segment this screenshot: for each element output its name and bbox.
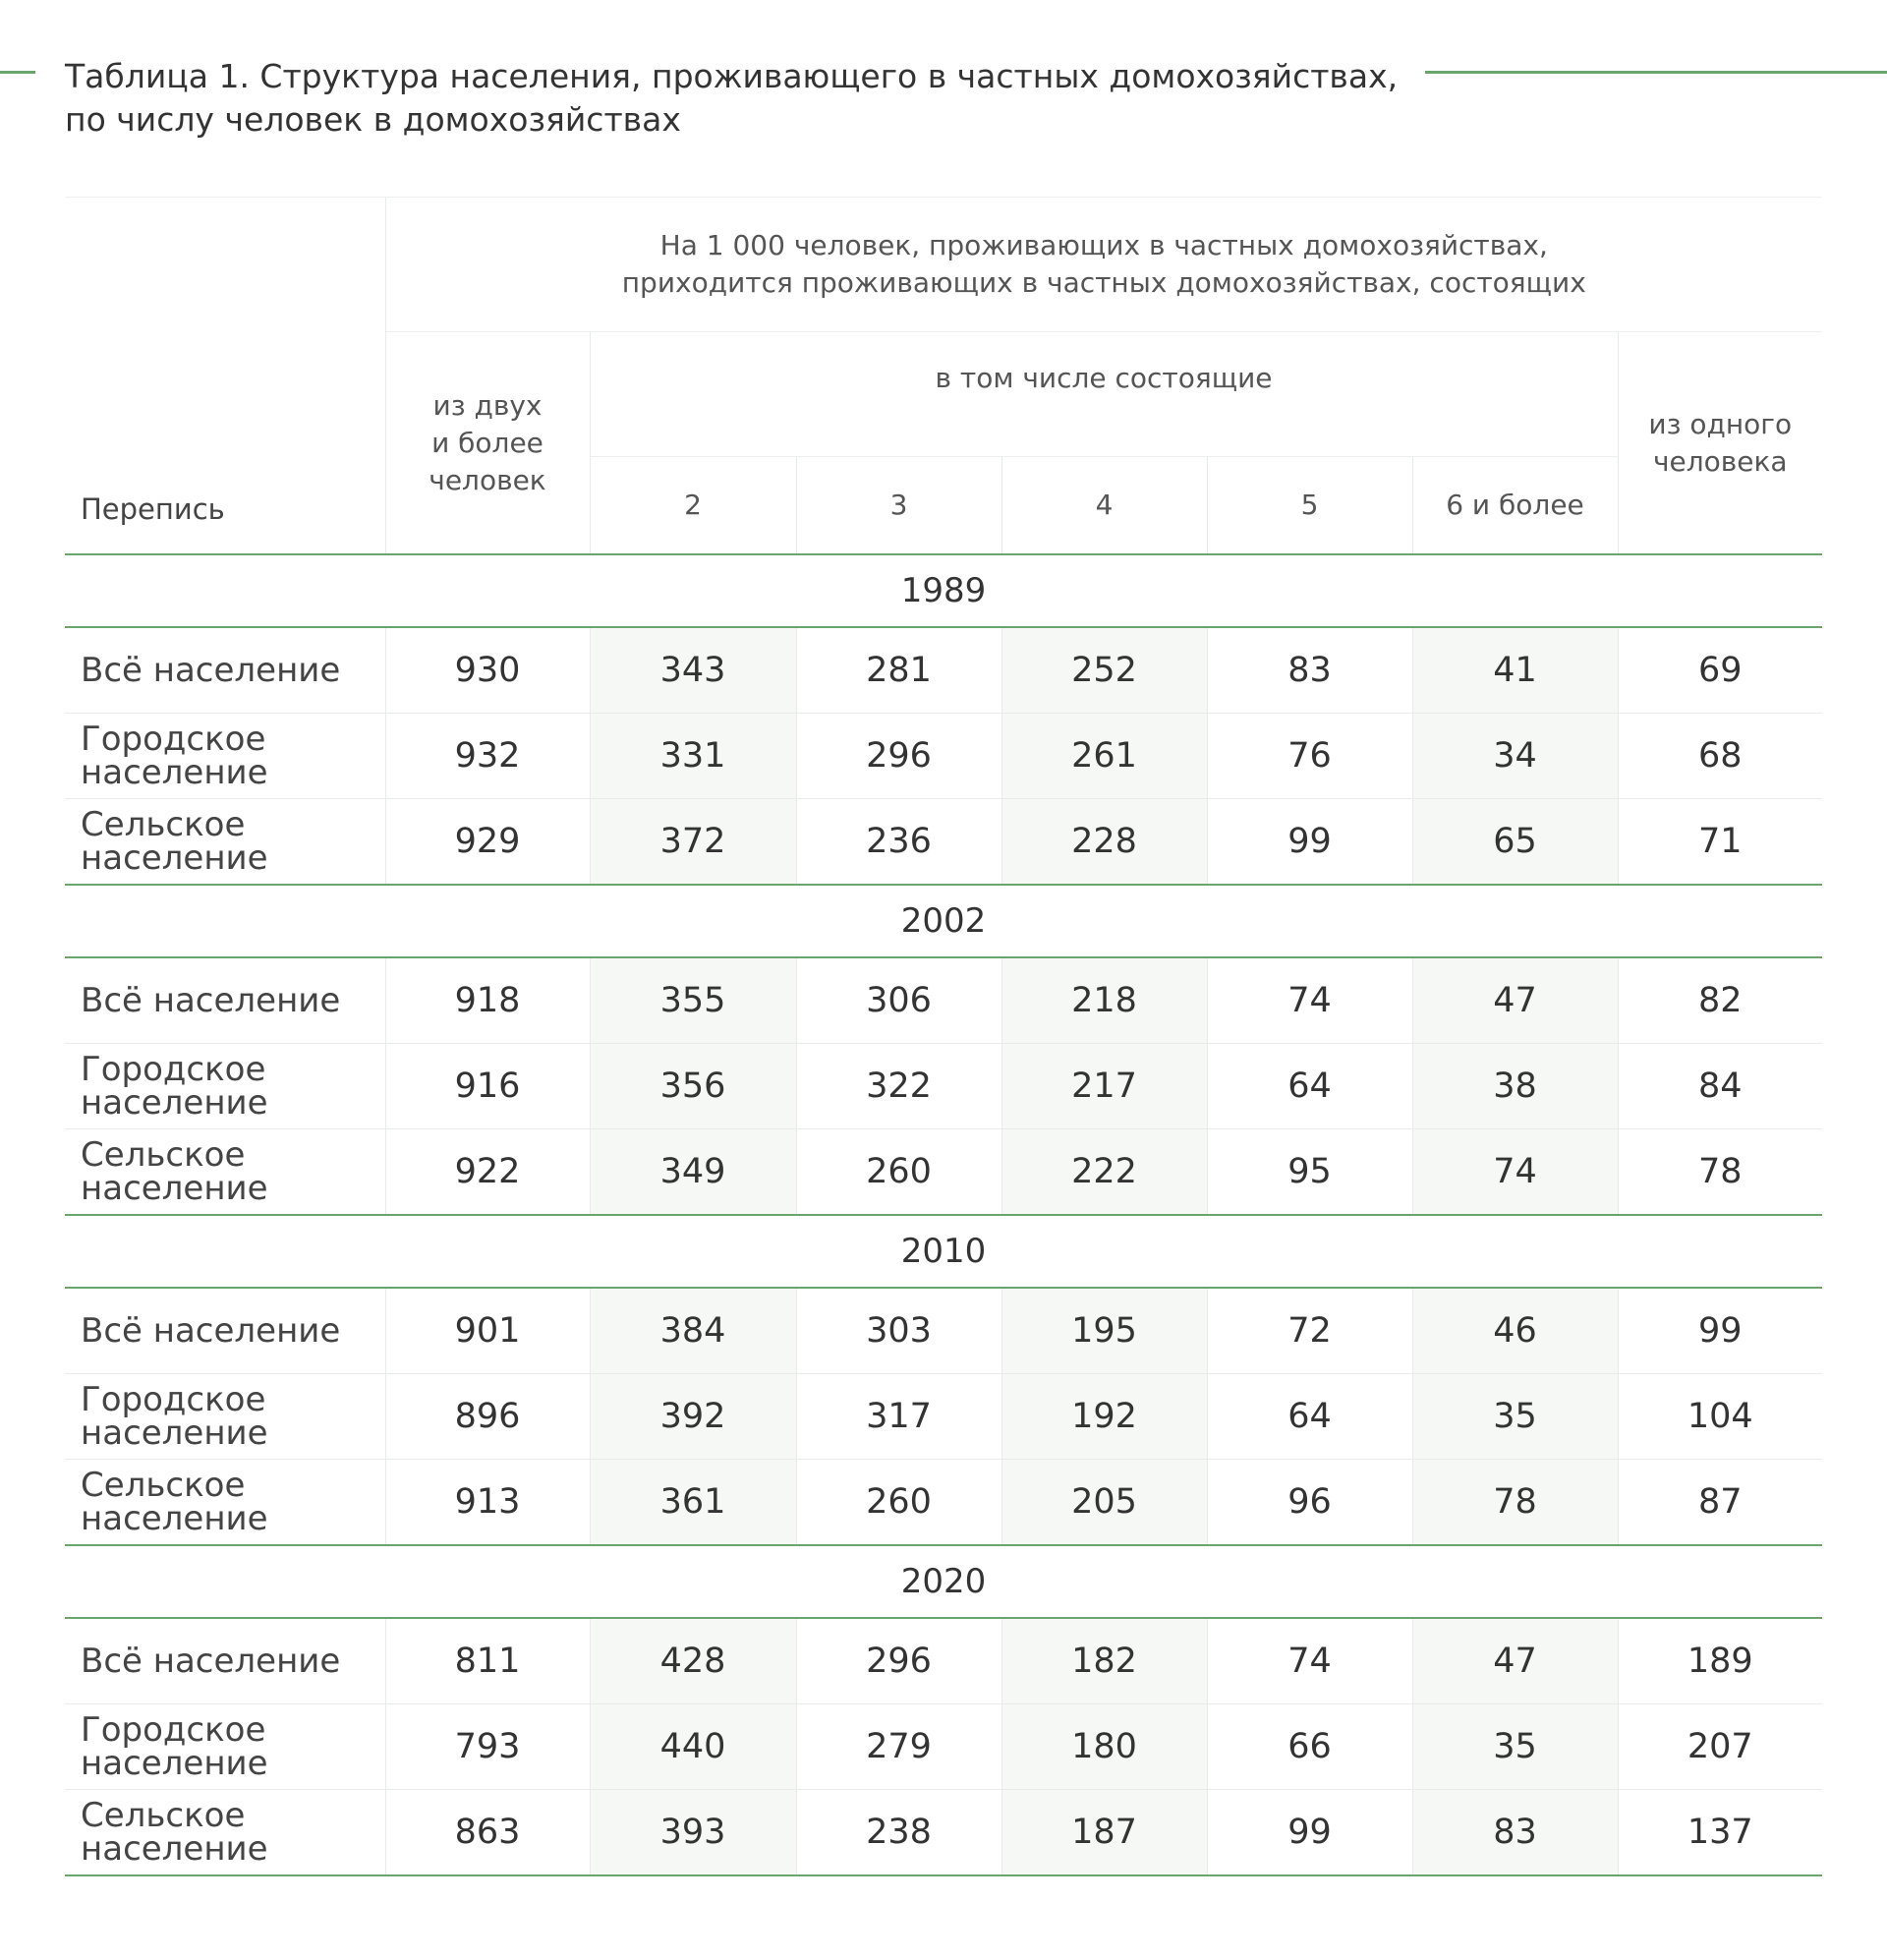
table-cell: 47 [1412, 1618, 1618, 1704]
table-cell: 393 [590, 1790, 796, 1876]
column-header-one-person-line-2: человека [1652, 444, 1788, 478]
table-cell: 260 [796, 1460, 1001, 1546]
table-cell: 76 [1207, 714, 1412, 799]
table-cell: 322 [796, 1044, 1001, 1129]
table-cell: 64 [1207, 1374, 1412, 1460]
row-label [65, 799, 385, 886]
table-cell: 440 [590, 1704, 796, 1790]
table-cell: 349 [590, 1129, 796, 1216]
year-row [65, 1215, 1822, 1288]
table-cell: 66 [1207, 1704, 1412, 1790]
column-header-size-4: 4 [1001, 457, 1207, 555]
table-cell: 104 [1618, 1374, 1822, 1460]
table-cell: 811 [385, 1618, 590, 1704]
table-header [65, 198, 1822, 555]
table-cell: 99 [1207, 799, 1412, 886]
decorative-rule-left [0, 71, 35, 74]
row-label-line-2: население [81, 753, 268, 792]
row-label-line-1: Всё население [81, 981, 341, 1020]
table-cell: 82 [1618, 957, 1822, 1044]
table-row [65, 799, 1822, 886]
column-header-size-3: 3 [796, 457, 1001, 555]
table-cell: 38 [1412, 1044, 1618, 1129]
row-label-line-2: население [81, 1083, 268, 1123]
table-cell: 47 [1412, 957, 1618, 1044]
column-header-two-or-more-line-3: человек [429, 463, 546, 496]
table-row [65, 714, 1822, 799]
year-row [65, 554, 1822, 627]
row-label [65, 1129, 385, 1216]
row-label [65, 627, 385, 714]
table-cell: 252 [1001, 627, 1207, 714]
row-label-line-1: Всё население [81, 1311, 341, 1351]
row-label-line-1: Городское [81, 1710, 266, 1750]
column-header-per-1000-line-1: На 1 000 человек, проживающих в частных домохозяйствах, [659, 229, 1548, 261]
table-cell: 343 [590, 627, 796, 714]
row-label-line-1: Сельское [81, 805, 246, 844]
table-row [65, 1460, 1822, 1546]
row-label-line-2: население [81, 1829, 268, 1869]
table-cell: 384 [590, 1288, 796, 1374]
table-cell: 930 [385, 627, 590, 714]
column-header-per-1000 [385, 198, 1822, 332]
table-cell: 72 [1207, 1288, 1412, 1374]
table-cell: 71 [1618, 799, 1822, 886]
table-title-line-2: по числу человек в домохозяйствах [65, 100, 681, 139]
table-cell: 392 [590, 1374, 796, 1460]
table-cell: 929 [385, 799, 590, 886]
table-cell: 260 [796, 1129, 1001, 1216]
row-label-line-2: население [81, 838, 268, 878]
table-cell: 195 [1001, 1288, 1207, 1374]
row-label-line-1: Сельское [81, 1466, 246, 1505]
table-cell: 296 [796, 1618, 1001, 1704]
table-cell: 361 [590, 1460, 796, 1546]
table-cell: 137 [1618, 1790, 1822, 1876]
table-cell: 34 [1412, 714, 1618, 799]
table-cell: 863 [385, 1790, 590, 1876]
row-label-line-1: Сельское [81, 1796, 246, 1835]
row-label [65, 1288, 385, 1374]
table-cell: 932 [385, 714, 590, 799]
column-header-one-person [1618, 332, 1822, 555]
table-cell: 317 [796, 1374, 1001, 1460]
table-cell: 35 [1412, 1374, 1618, 1460]
table-cell: 428 [590, 1618, 796, 1704]
table-cell: 65 [1412, 799, 1618, 886]
table-cell: 87 [1618, 1460, 1822, 1546]
population-structure-table [65, 197, 1822, 1876]
row-label-line-1: Всё население [81, 1642, 341, 1681]
table-cell: 46 [1412, 1288, 1618, 1374]
table-cell: 99 [1207, 1790, 1412, 1876]
table-row [65, 1374, 1822, 1460]
row-label-line-2: население [81, 1744, 268, 1783]
table-cell: 261 [1001, 714, 1207, 799]
table-body [65, 554, 1822, 1875]
table-cell: 207 [1618, 1704, 1822, 1790]
column-header-two-or-more-line-2: и более [431, 426, 543, 459]
column-header-one-person-line-1: из одного [1648, 407, 1793, 440]
row-label [65, 1374, 385, 1460]
row-label-line-1: Городское [81, 720, 266, 759]
table-cell: 68 [1618, 714, 1822, 799]
table-cell: 64 [1207, 1044, 1412, 1129]
table-cell: 356 [590, 1044, 796, 1129]
row-label [65, 1704, 385, 1790]
year-row [65, 1545, 1822, 1618]
table-cell: 228 [1001, 799, 1207, 886]
row-label [65, 1790, 385, 1876]
table-cell: 218 [1001, 957, 1207, 1044]
table-cell: 182 [1001, 1618, 1207, 1704]
row-label-line-1: Городское [81, 1050, 266, 1089]
table-cell: 69 [1618, 627, 1822, 714]
table-cell: 41 [1412, 627, 1618, 714]
row-label [65, 1044, 385, 1129]
table-cell: 922 [385, 1129, 590, 1216]
table-row [65, 1129, 1822, 1216]
row-label-line-2: население [81, 1413, 268, 1453]
table-cell: 84 [1618, 1044, 1822, 1129]
table-cell: 222 [1001, 1129, 1207, 1216]
table-cell: 793 [385, 1704, 590, 1790]
row-label-line-2: население [81, 1499, 268, 1538]
table-cell: 355 [590, 957, 796, 1044]
row-label-line-2: население [81, 1169, 268, 1208]
column-header-two-or-more-line-1: из двух [432, 388, 543, 422]
table-cell: 96 [1207, 1460, 1412, 1546]
column-header-size-6-plus: 6 и более [1412, 457, 1618, 555]
table-cell: 187 [1001, 1790, 1207, 1876]
table-cell: 901 [385, 1288, 590, 1374]
table-cell: 916 [385, 1044, 590, 1129]
row-label-line-1: Сельское [81, 1135, 246, 1175]
table-cell: 192 [1001, 1374, 1207, 1460]
table-row [65, 957, 1822, 1044]
table-cell: 74 [1412, 1129, 1618, 1216]
table-cell: 205 [1001, 1460, 1207, 1546]
year-row [65, 885, 1822, 957]
table-cell: 78 [1618, 1129, 1822, 1216]
table-cell: 99 [1618, 1288, 1822, 1374]
table-cell: 918 [385, 957, 590, 1044]
row-label [65, 1460, 385, 1546]
table-cell: 913 [385, 1460, 590, 1546]
table-title-line-1: Таблица 1. Структура населения, проживающего в частных домохозяйствах, [65, 57, 1399, 95]
table-row [65, 1288, 1822, 1374]
table-cell: 281 [796, 627, 1001, 714]
table-row [65, 1044, 1822, 1129]
table-cell: 896 [385, 1374, 590, 1460]
table-row [65, 627, 1822, 714]
row-label [65, 1618, 385, 1704]
table-cell: 236 [796, 799, 1001, 886]
decorative-rule-right [1425, 71, 1887, 74]
census-year: 1989 [65, 554, 1822, 627]
table-cell: 217 [1001, 1044, 1207, 1129]
table-cell: 296 [796, 714, 1001, 799]
row-label-line-1: Всё население [81, 651, 341, 690]
column-header-census: Перепись [65, 198, 385, 555]
table-cell: 180 [1001, 1704, 1207, 1790]
census-year: 2002 [65, 885, 1822, 957]
table-cell: 238 [796, 1790, 1001, 1876]
table-cell: 306 [796, 957, 1001, 1044]
table-title [65, 55, 1421, 142]
table-cell: 83 [1412, 1790, 1618, 1876]
table-cell: 303 [796, 1288, 1001, 1374]
column-header-two-or-more [385, 332, 590, 555]
row-label [65, 957, 385, 1044]
column-header-including: в том числе состоящие [590, 332, 1618, 457]
column-header-size-2: 2 [590, 457, 796, 555]
table-row [65, 1790, 1822, 1876]
table-row [65, 1704, 1822, 1790]
table-cell: 189 [1618, 1618, 1822, 1704]
column-header-per-1000-line-2: приходится проживающих в частных домохозяйствах, состоящих [621, 266, 1586, 299]
column-header-size-5: 5 [1207, 457, 1412, 555]
table-cell: 78 [1412, 1460, 1618, 1546]
table-cell: 95 [1207, 1129, 1412, 1216]
table-cell: 372 [590, 799, 796, 886]
table-cell: 74 [1207, 1618, 1412, 1704]
row-label-line-1: Городское [81, 1380, 266, 1419]
row-label [65, 714, 385, 799]
table-cell: 279 [796, 1704, 1001, 1790]
census-year: 2020 [65, 1545, 1822, 1618]
table-cell: 74 [1207, 957, 1412, 1044]
table-cell: 83 [1207, 627, 1412, 714]
table-cell: 35 [1412, 1704, 1618, 1790]
table-row [65, 1618, 1822, 1704]
table-cell: 331 [590, 714, 796, 799]
census-year: 2010 [65, 1215, 1822, 1288]
